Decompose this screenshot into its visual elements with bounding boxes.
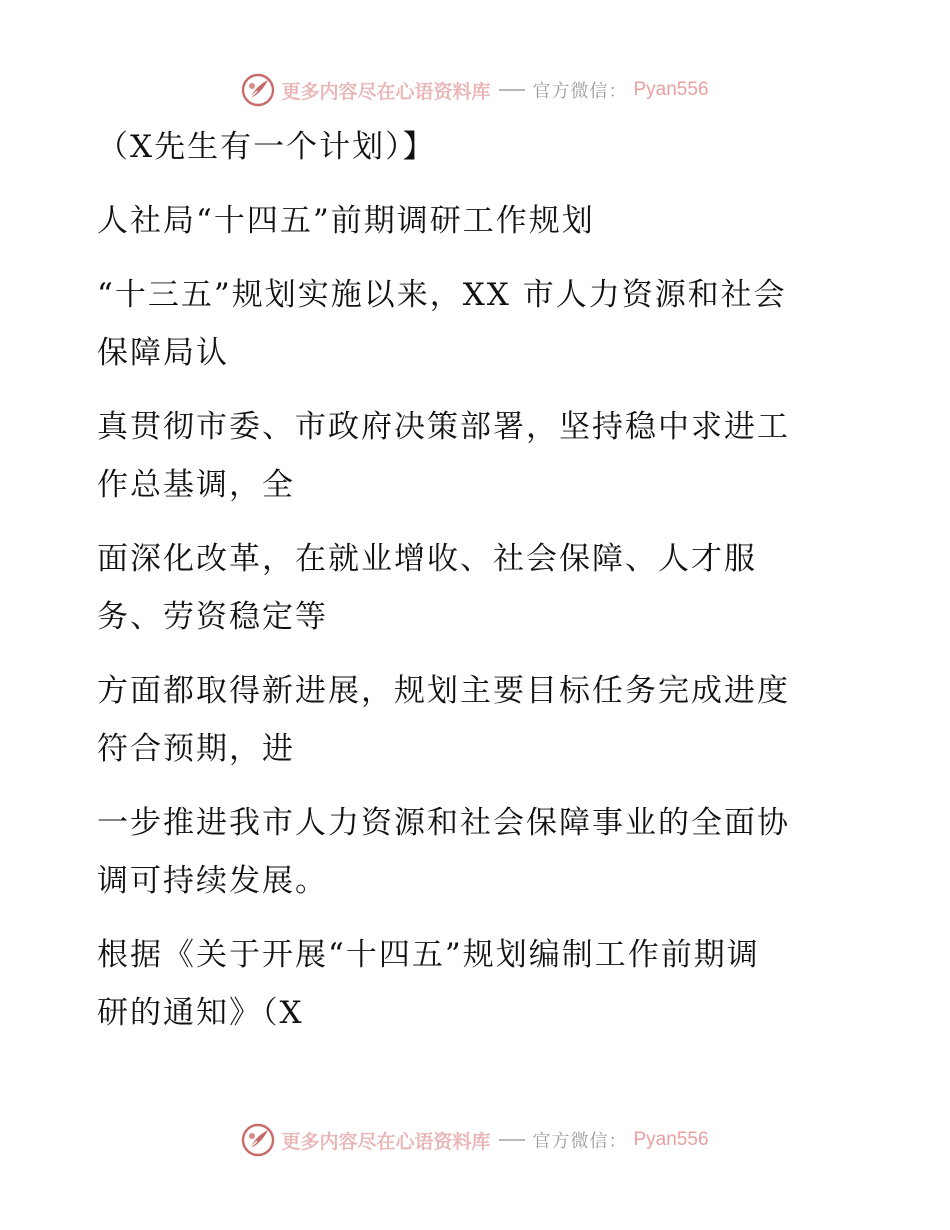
watermark-label: 官方微信： [532, 81, 628, 102]
text-line: 调可持续发展。 [97, 863, 328, 899]
document-title [97, 192, 857, 250]
text-line: 根据《关于开展“十四五”规划编制工作前期调 [97, 937, 760, 973]
paragraph [97, 662, 857, 778]
quill-logo-icon [241, 73, 275, 107]
text-line: 面深化改革，在就业增收、社会保障、人才服 [97, 541, 757, 577]
paragraph [97, 794, 857, 910]
watermark-id: Pyan556 [633, 1129, 709, 1150]
watermark-id: Pyan556 [633, 79, 709, 100]
paragraph [97, 266, 857, 382]
watermark-brand: 更多内容尽在心语资料库 [281, 80, 491, 103]
text-line: 务、劳资稳定等 [97, 599, 328, 635]
watermark-label: 官方微信： [532, 1131, 628, 1152]
paragraph [97, 118, 857, 176]
header-watermark [0, 70, 950, 110]
text-line: 作总基调，全 [97, 467, 295, 503]
text-line: “十三五”规划实施以来，XX 市人力资源和社会 [97, 277, 787, 313]
text-line: 真贯彻市委、市政府决策部署，坚持稳中求进工 [97, 409, 790, 445]
paragraph [97, 530, 857, 646]
text-line: 一步推进我市人力资源和社会保障事业的全面协 [97, 805, 790, 841]
watermark-dash [499, 1139, 525, 1141]
watermark-dash [499, 89, 525, 91]
paragraph [97, 926, 857, 1042]
text-line: 保障局认 [97, 335, 229, 371]
text-line: （X先生有一个计划）】 [97, 129, 436, 165]
text-line: 人社局“十四五”前期调研工作规划 [97, 203, 595, 239]
paragraph [97, 398, 857, 514]
document-body [97, 118, 857, 1042]
text-line: 研的通知》（X [97, 995, 304, 1031]
quill-logo-icon [241, 1123, 275, 1157]
text-line: 符合预期，进 [97, 731, 295, 767]
text-line: 方面都取得新进展，规划主要目标任务完成进度 [97, 673, 790, 709]
footer-watermark [0, 1120, 950, 1160]
watermark-brand: 更多内容尽在心语资料库 [281, 1130, 491, 1153]
